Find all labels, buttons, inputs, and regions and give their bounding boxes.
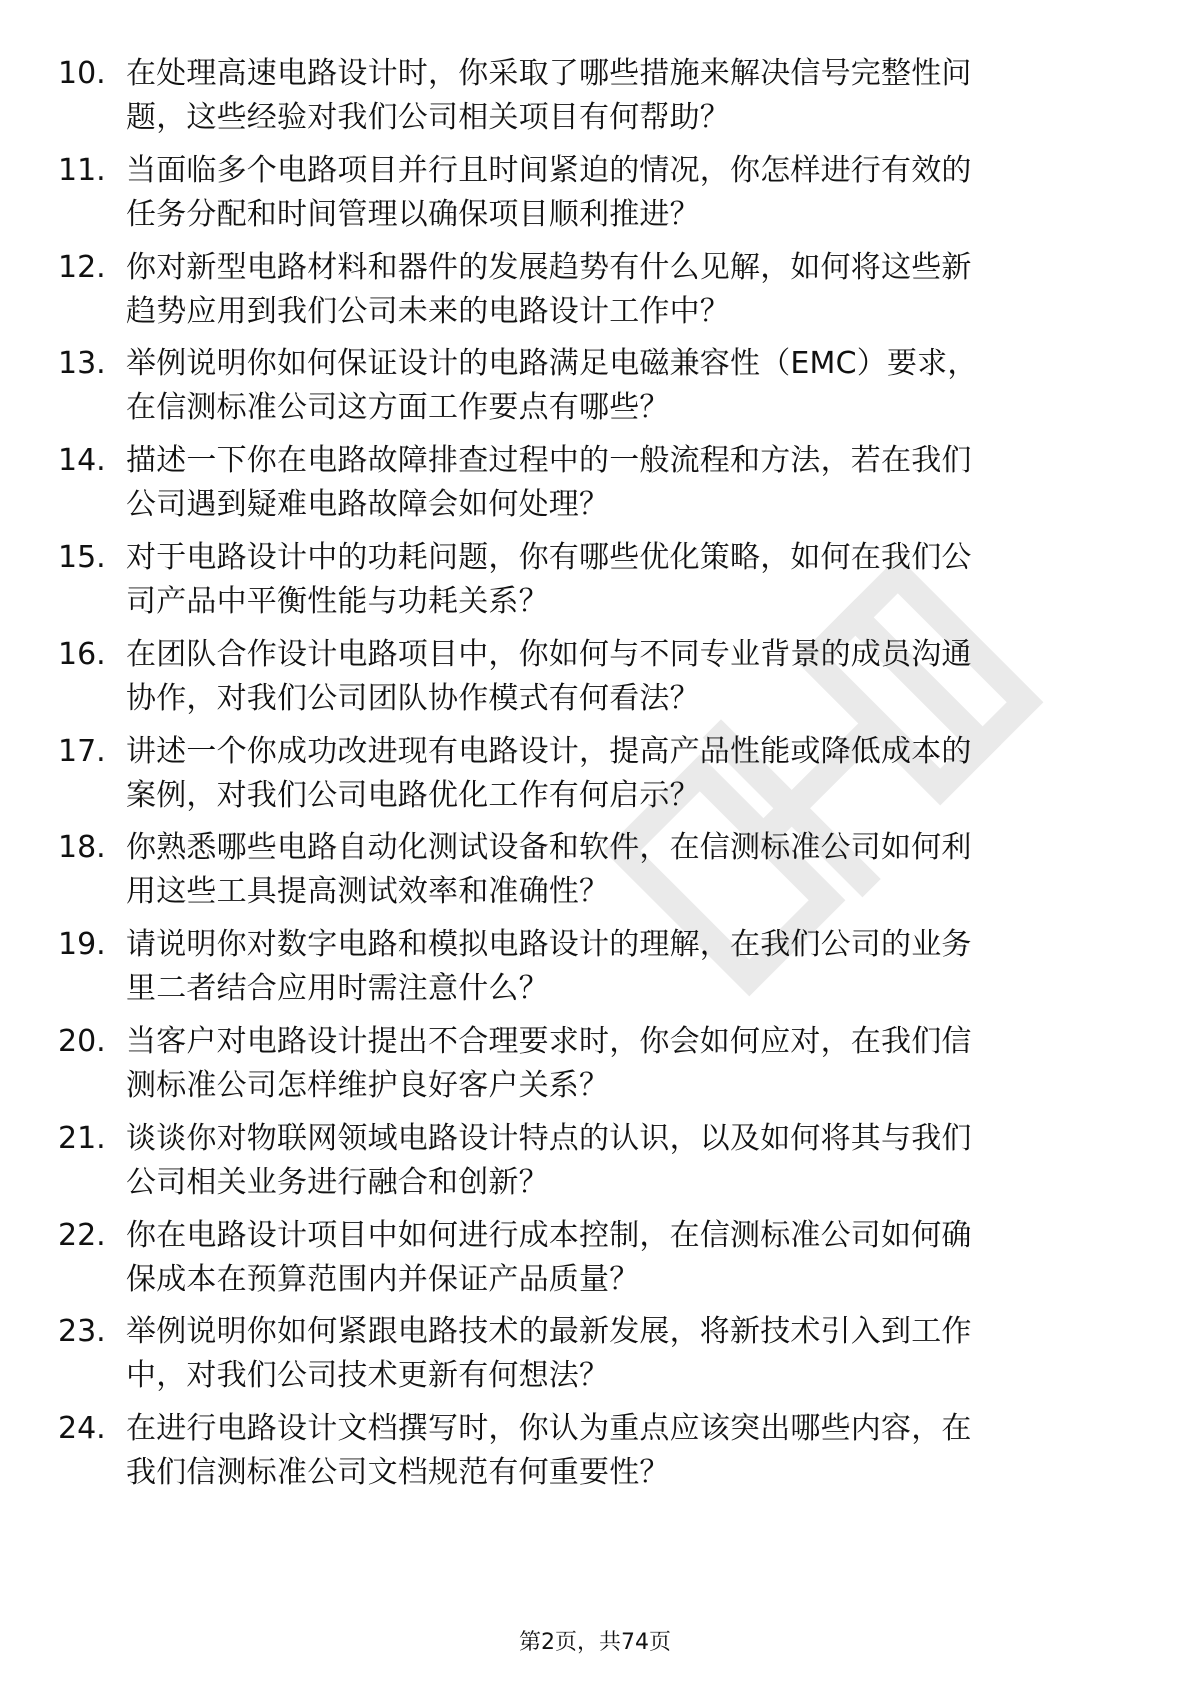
question-number: 23.	[58, 1314, 106, 1350]
question-text-line: 当客户对电路设计提出不合理要求时，你会如何应对，在我们信	[126, 1024, 972, 1059]
question-text-line: 保成本在预算范围内并保证产品质量？	[126, 1261, 640, 1297]
question-item	[0, 149, 1190, 245]
question-item	[0, 826, 1190, 922]
question-number: 17.	[58, 733, 106, 769]
question-text-line: 谈谈你对物联网领域电路设计特点的认识，以及如何将其与我们	[126, 1120, 972, 1156]
question-number: 11.	[58, 152, 106, 188]
question-number: 13.	[58, 346, 106, 382]
question-number: 21.	[58, 1120, 106, 1156]
question-number: 10.	[58, 56, 106, 91]
question-item	[0, 1214, 1190, 1310]
question-text-line: 协作，对我们公司团队协作模式有何看法？	[126, 680, 700, 716]
question-text-line: 用这些工具提高测试效率和准确性？	[126, 874, 610, 910]
question-item	[0, 633, 1190, 729]
question-text-line: 讲述一个你成功改进现有电路设计，提高产品性能或降低成本的	[126, 733, 972, 769]
question-number: 14.	[58, 443, 106, 479]
question-text-line: 在处理高速电路设计时，你采取了哪些措施来解决信号完整性问	[126, 56, 972, 91]
question-text-line: 任务分配和时间管理以确保项目顺利推进？	[126, 196, 700, 232]
question-item	[0, 342, 1190, 438]
question-text-line: 在进行电路设计文档撰写时，你认为重点应该突出哪些内容，在	[126, 1411, 972, 1447]
question-text-line: 在信测标准公司这方面工作要点有哪些？	[126, 390, 670, 426]
question-text-line: 举例说明你如何紧跟电路技术的最新发展，将新技术引入到工作	[126, 1314, 972, 1350]
question-number: 24.	[58, 1411, 106, 1447]
question-number: 19.	[58, 927, 106, 963]
page-footer: 第2页，共74页	[519, 1630, 671, 1655]
question-text-line: 司产品中平衡性能与功耗关系？	[126, 584, 549, 619]
question-text-line: 我们信测标准公司文档规范有何重要性？	[126, 1455, 670, 1491]
question-number: 16.	[58, 636, 106, 672]
question-item	[0, 1407, 1190, 1503]
question-text-line: 当面临多个电路项目并行且时间紧迫的情况，你怎样进行有效的	[126, 152, 972, 188]
question-text-line: 公司遇到疑难电路故障会如何处理？	[126, 487, 610, 523]
question-number: 20.	[58, 1024, 106, 1059]
question-number: 15.	[58, 540, 106, 575]
question-item	[0, 1117, 1190, 1213]
question-text-line: 测标准公司怎样维护良好客户关系？	[126, 1068, 610, 1103]
question-item	[0, 246, 1190, 342]
question-item	[0, 439, 1190, 535]
question-text-line: 趋势应用到我们公司未来的电路设计工作中？	[126, 293, 730, 329]
question-item	[0, 536, 1190, 632]
question-item	[0, 730, 1190, 826]
question-text-line: 描述一下你在电路故障排查过程中的一般流程和方法，若在我们	[126, 443, 972, 479]
question-number: 18.	[58, 830, 106, 866]
question-text-line: 你熟悉哪些电路自动化测试设备和软件，在信测标准公司如何利	[126, 830, 972, 866]
question-text-line: 公司相关业务进行融合和创新？	[126, 1164, 549, 1200]
question-text-line: 案例，对我们公司电路优化工作有何启示？	[126, 777, 700, 813]
question-text-line: 题，这些经验对我们公司相关项目有何帮助？	[126, 100, 730, 135]
question-item	[0, 1310, 1190, 1406]
question-text-line: 里二者结合应用时需注意什么？	[126, 971, 549, 1007]
question-text-line: 你对新型电路材料和器件的发展趋势有什么见解，如何将这些新	[126, 249, 972, 285]
question-text-line: 你在电路设计项目中如何进行成本控制，在信测标准公司如何确	[126, 1217, 972, 1253]
question-text-line: 举例说明你如何保证设计的电路满足电磁兼容性（EMC）要求，	[126, 346, 978, 382]
question-number: 22.	[58, 1217, 106, 1253]
question-item	[0, 1020, 1190, 1116]
question-text-line: 请说明你对数字电路和模拟电路设计的理解，在我们公司的业务	[126, 927, 972, 963]
question-item	[0, 923, 1190, 1019]
question-text-line: 在团队合作设计电路项目中，你如何与不同专业背景的成员沟通	[126, 636, 972, 672]
question-text-line: 对于电路设计中的功耗问题，你有哪些优化策略，如何在我们公	[126, 540, 972, 575]
question-item	[0, 52, 1190, 148]
question-number: 12.	[58, 249, 106, 285]
question-text-line: 中，对我们公司技术更新有何想法？	[126, 1358, 610, 1394]
